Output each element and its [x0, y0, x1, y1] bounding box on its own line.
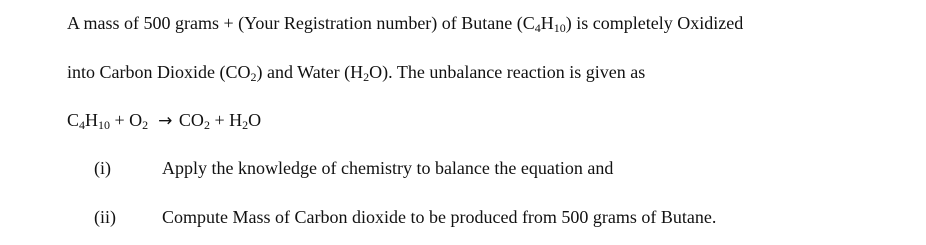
text-segment: ) is completely Oxidized — [565, 13, 744, 33]
item-text: Compute Mass of Carbon dioxide to be produced from 500 grams of Butane. — [162, 207, 717, 227]
text-segment: H — [540, 13, 554, 33]
text-segment: H — [85, 110, 99, 130]
subscript: 2 — [242, 118, 249, 132]
text-segment: + O — [110, 110, 143, 130]
list-item — [94, 159, 613, 177]
subscript: 4 — [79, 118, 86, 132]
subscript: 2 — [203, 118, 210, 132]
reaction-arrow-icon: → — [158, 111, 173, 131]
text-segment: A mass of 500 grams + (Your Registration number) of Butane (C — [67, 13, 535, 33]
item-number: (ii) — [94, 207, 116, 227]
text-segment: C — [67, 110, 80, 130]
subscript: 10 — [98, 118, 111, 132]
item-number: (i) — [94, 158, 111, 178]
problem-statement-line-2 — [67, 62, 646, 84]
text-segment: + H — [209, 110, 243, 130]
subscript: 2 — [142, 118, 149, 132]
text-segment: O). The unbalance reaction is given as — [369, 62, 646, 82]
text-segment: O — [248, 110, 262, 130]
subscript: 4 — [534, 21, 541, 35]
text-segment: ) and Water (H — [256, 62, 364, 82]
subscript: 10 — [553, 21, 566, 35]
problem-statement-line-1 — [67, 13, 744, 35]
subscript: 2 — [363, 70, 370, 84]
text-segment: into Carbon Dioxide (CO — [67, 62, 251, 82]
subscript: 2 — [250, 70, 257, 84]
text-segment: CO — [174, 110, 204, 130]
item-text: Apply the knowledge of chemistry to balance the equation and — [162, 158, 614, 178]
chemical-equation — [67, 111, 261, 130]
list-item — [94, 208, 716, 226]
